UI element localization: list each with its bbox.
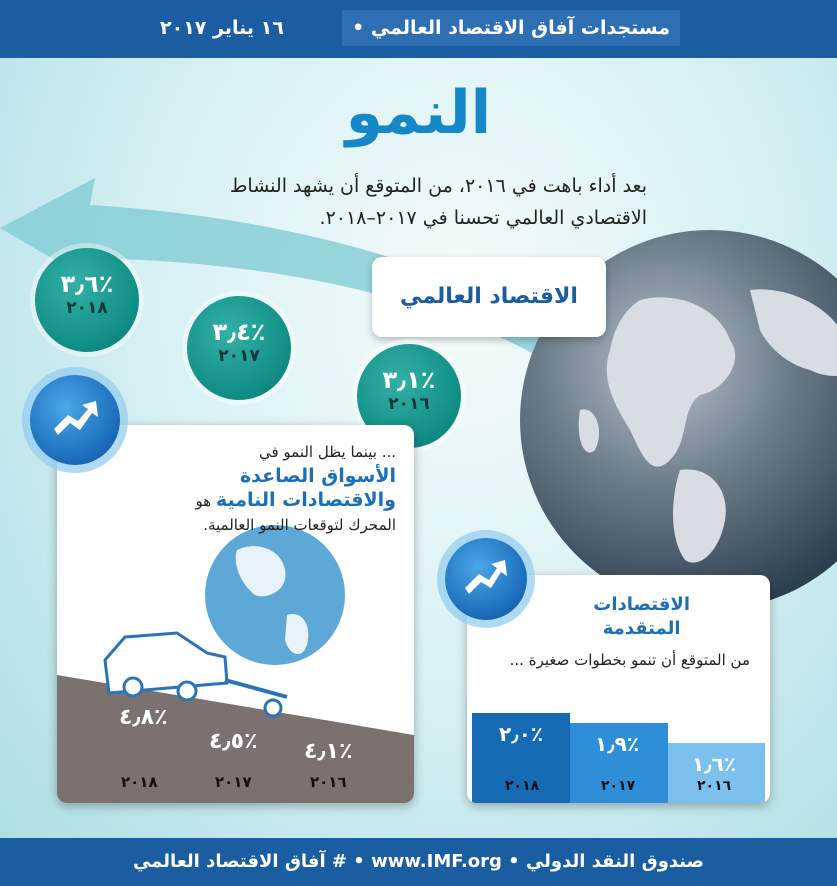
trend-up-icon [445, 538, 527, 620]
advanced-year-2018: ٢٠١٨ [505, 778, 540, 794]
emerging-year-2018: ٢٠١٨ [121, 773, 158, 791]
advanced-year-2016: ٢٠١٦ [697, 778, 732, 794]
advanced-growth-2017-pct: ٪١٫٩ [595, 732, 640, 756]
emerging-growth-2017-pct: ٪٤٫٥ [209, 729, 258, 754]
world-economy-label: الاقتصاد العالمي [372, 257, 606, 337]
trend-up-icon [30, 375, 120, 465]
world-growth-2017: ٪٣٫٤ ٢٠١٧ [187, 296, 291, 400]
page-title: النمو [345, 78, 492, 148]
advanced-desc: من المتوقع أن تنمو بخطوات صغيرة ... [509, 651, 750, 669]
advanced-year-2017: ٢٠١٧ [601, 778, 636, 794]
advanced-growth-2018-pct: ٪٢٫٠ [499, 722, 544, 746]
emerging-markets-text: ... بينما يظل النمو في الأسواق الصاعدة والاقتصادات النامية هو المحرك لتوقعات النمو العالمية. [195, 443, 396, 534]
advanced-trend-button [445, 538, 527, 620]
footer-bar: صندوق النقد الدولي • www.IMF.org • # آفاق الاقتصاد العالمي [0, 838, 837, 886]
advanced-growth-2016-pct: ٪١٫٦ [692, 752, 737, 776]
emerging-trend-button [30, 375, 120, 465]
emerging-year-2017: ٢٠١٧ [215, 773, 252, 791]
header-title: مستجدات آفاق الاقتصاد العالمي • [342, 10, 680, 46]
footer-org: صندوق النقد الدولي [525, 851, 705, 872]
world-growth-2016: ٪٣٫١ ٢٠١٦ [357, 344, 461, 448]
world-growth-2018: ٪٣٫٦ ٢٠١٨ [35, 248, 139, 352]
page-subtitle: بعد أداء باهت في ٢٠١٦، من المتوقع أن يشهد النشاط الاقتصادي العالمي تحسنا في ٢٠١٧–٢٠١٨. [229, 175, 647, 229]
footer-hashtag: # آفاق الاقتصاد العالمي [132, 851, 347, 872]
emerging-year-2016: ٢٠١٦ [310, 773, 347, 791]
emerging-markets-panel [57, 425, 414, 803]
emerging-growth-2018-pct: ٪٤٫٨ [119, 705, 168, 730]
emerging-growth-2016-pct: ٪٤٫١ [304, 739, 353, 764]
header-date: ١٦ يناير ٢٠١٧ [160, 17, 284, 39]
footer-site[interactable]: www.IMF.org [371, 851, 502, 872]
advanced-title: الاقتصادات المتقدمة [593, 594, 690, 639]
